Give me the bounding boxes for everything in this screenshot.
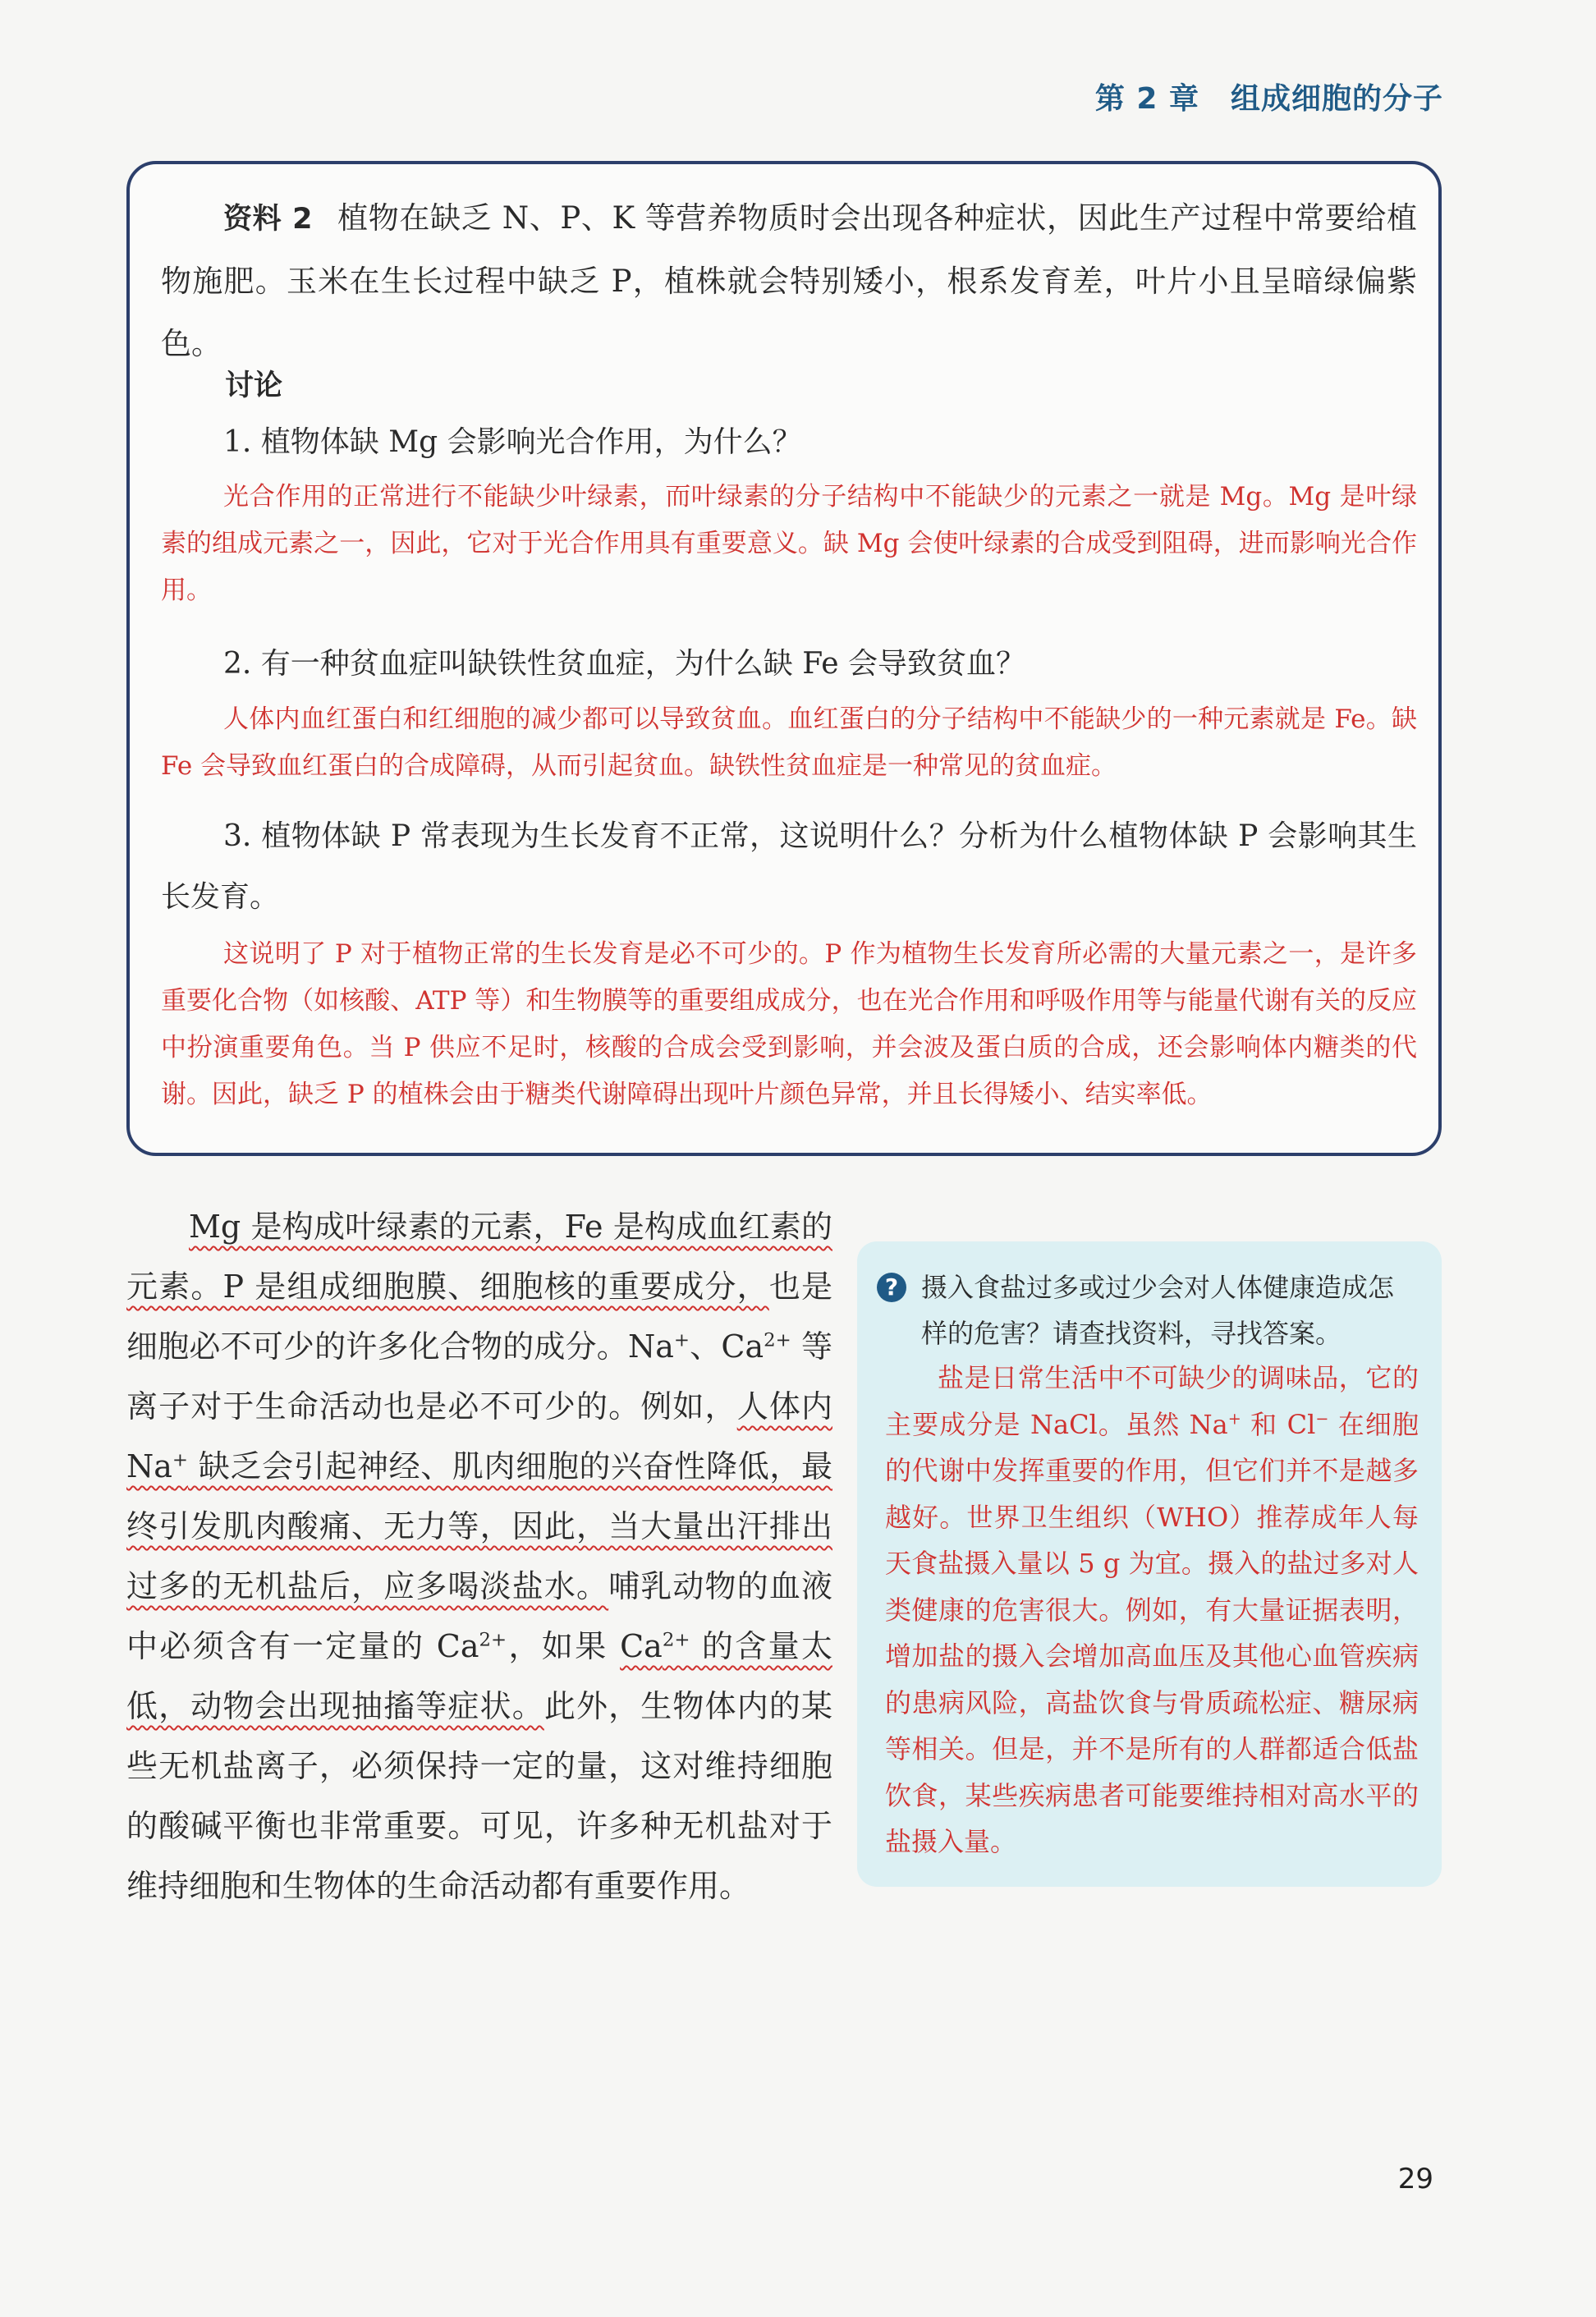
question-2: 2. 有一种贫血症叫缺铁性贫血症，为什么缺 Fe 会导致贫血？ xyxy=(223,647,1025,681)
body-sentence: 等离子对于生命活动也是必不可少的。例如， xyxy=(126,1328,832,1425)
sidebar-question xyxy=(877,1264,1419,1356)
body-sentence: ，如果 xyxy=(507,1628,621,1664)
chapter-header xyxy=(1095,76,1443,117)
question-mark-icon: ? xyxy=(877,1273,906,1302)
ca-superscript: 2+ xyxy=(764,1329,791,1351)
na-superscript: + xyxy=(673,1329,690,1351)
sidebar-question-text: 摄入食盐过多或过少会对人体健康造成怎样的危害？请查找资料，寻找答案。 xyxy=(921,1272,1395,1349)
answer-3: 这说明了 P 对于植物正常的生长发育是必不可少的。P 作为植物生长发育所必需的大量元素之一，是许多重要化合物（如核酸、ATP 等）和生物膜等的重要组成成分，也在光合作用和呼吸作用等与能量代谢有关的反应中扮演重要角色。当 P 供应不足时，核酸的合成会受到影响，并会波及蛋白质的合成，还会影响体内糖类的代谢。因此，缺乏 P 的植株会由于糖类代谢障碍出现叶片颜色异常，并且长得矮小、结实率低。 xyxy=(161,939,1417,1109)
sidebar-question-box xyxy=(857,1241,1442,1887)
chapter-title: 组成细胞的分子 xyxy=(1230,82,1443,116)
body-sentence: 、Ca xyxy=(690,1328,764,1365)
discussion-title: 讨论 xyxy=(225,369,283,402)
ca-superscript: 2+ xyxy=(479,1629,507,1651)
material-label: 资料 2 xyxy=(223,203,313,236)
answer-1: 光合作用的正常进行不能缺少叶绿素，而叶绿素的分子结构中不能缺少的元素之一就是 Mg。Mg 是叶绿素的组成元素之一，因此，它对于光合作用具有重要意义。缺 Mg 会使叶绿素的合成受到阻碍，进而影响光合作用。 xyxy=(161,482,1417,605)
answer-2: 人体内血红蛋白和红细胞的减少都可以导致贫血。血红蛋白的分子结构中不能缺少的一种元素就是 Fe。缺 Fe 会导致血红蛋白的合成障碍，从而引起贫血。缺铁性贫血症是一种常见的贫血症。 xyxy=(161,704,1417,781)
material-box xyxy=(126,161,1442,1156)
chapter-number: 第 2 章 xyxy=(1094,82,1199,116)
sidebar-answer: 盐是日常生活中不可缺少的调味品，它的主要成分是 NaCl。虽然 Na+ 和 Cl− 在细胞的代谢中发挥重要的作用，但它们并不是越多越好。世界卫生组织（WHO）推荐成年人每天食盐摄入量以 5 g 为宜。摄入的盐过多对人类健康的危害很大。例如，有大量证据表明，增加盐的摄入会增加高血压及其他心血管疾病的患病风险，高盐饮食与骨质疏松症、糖尿病等相关。但是，并不是所有的人群都适合低盐饮食，某些疾病患者可能要维持相对高水平的盐摄入量。 xyxy=(885,1362,1419,1857)
body-sentence: 此外，生物体内的某些无机盐离子，必须保持一定的量，这对维持细胞的酸碱平衡也非常重要。可见，许多种无机盐对于维持细胞和生物体的生命活动都有重要作用。 xyxy=(126,1688,832,1904)
cl-superscript: − xyxy=(1315,1408,1329,1428)
emphasis-mg-fe-p: Mg 是构成叶绿素的元素，Fe 是构成血红素的元素。P 是组成细胞膜、细胞核的重要成分， xyxy=(126,1209,832,1305)
material-text: 植物在缺乏 N、P、K 等营养物质时会出现各种症状，因此生产过程中常要给植物施肥。玉米在生长过程中缺乏 P，植株就会特别矮小，根系发育差，叶片小且呈暗绿偏紫色。 xyxy=(161,200,1417,361)
page-number: 29 xyxy=(1397,2163,1433,2195)
emphasis-na-deficiency: 人体内 Na+ 缺乏会引起神经、肌肉细胞的兴奋性降低，最终引发肌肉酸痛、无力等，因此，当大量出汗排出过多的无机盐后，应多喝淡盐水。 xyxy=(126,1388,832,1604)
question-3: 3. 植物体缺 P 常表现为生长发育不正常，这说明什么？分析为什么植物体缺 P 会影响其生长发育。 xyxy=(161,819,1417,914)
material-paragraph xyxy=(161,187,1417,375)
body-sentence: 也是细胞必不可少的许多化合物的成分。Na xyxy=(126,1269,832,1365)
na-superscript: + xyxy=(1227,1408,1241,1428)
main-body-paragraph xyxy=(126,1197,832,1916)
question-1: 1. 植物体缺 Mg 会影响光合作用，为什么？ xyxy=(223,425,802,459)
emphasis-ca-deficiency: $Ca^{2+}$ 的含量太低，动物会出现抽搐等症状。 xyxy=(126,1628,832,1724)
body-sentence: 哺乳动物的血液中必须含有一定量的 Ca xyxy=(126,1568,832,1664)
